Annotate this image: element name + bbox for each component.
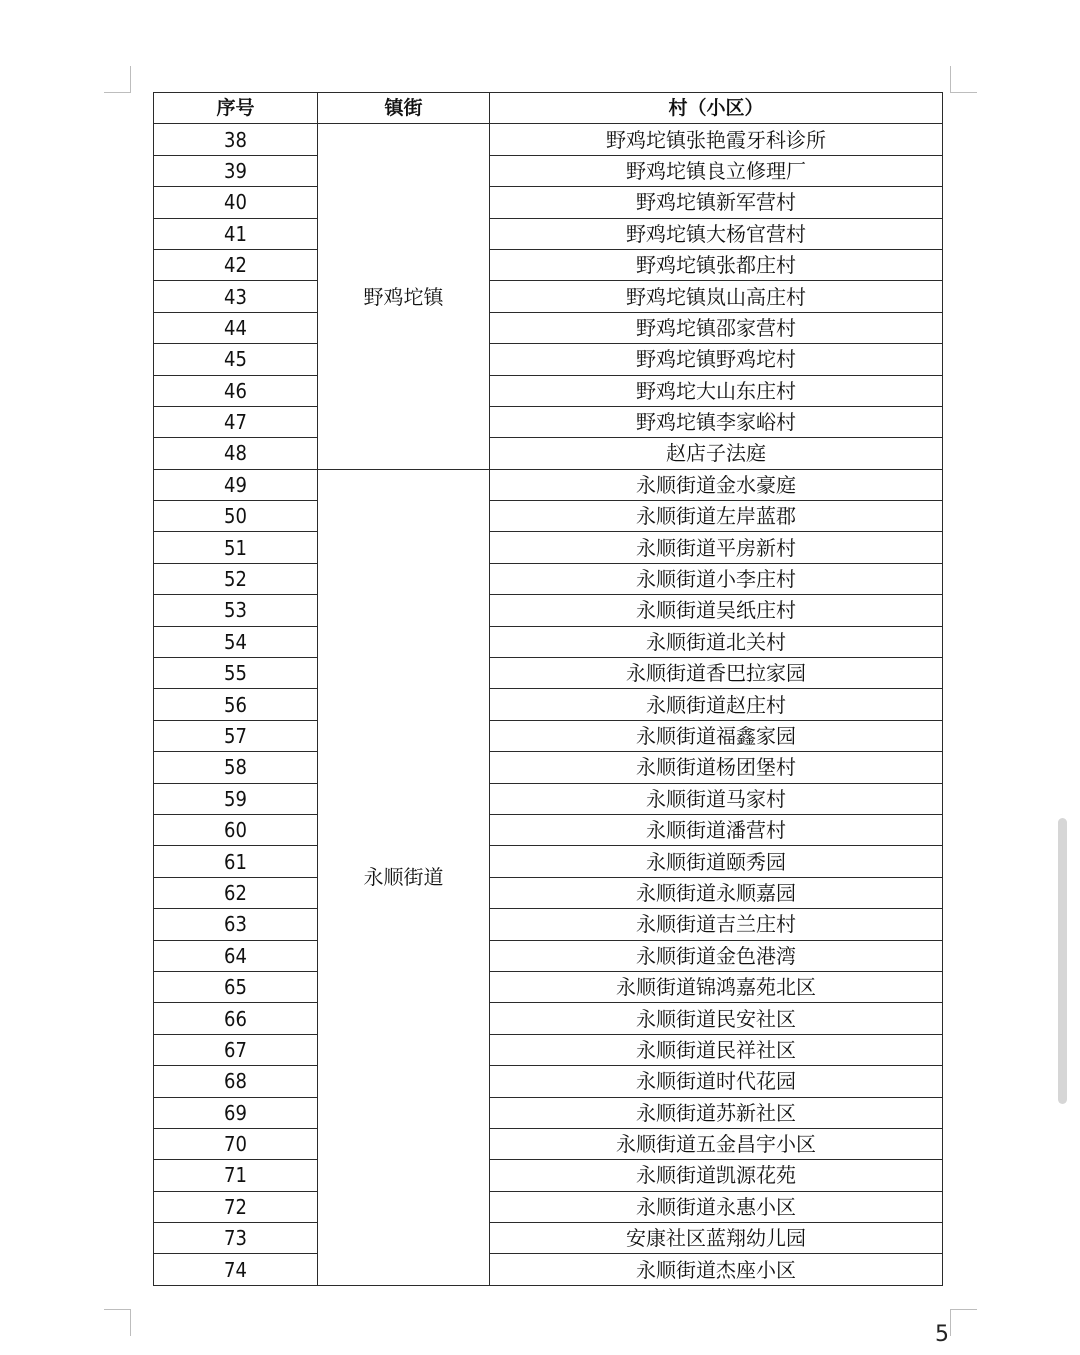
row-index-cell: 67	[154, 1034, 318, 1065]
scrollbar[interactable]	[1058, 818, 1067, 1104]
table-row	[154, 1097, 943, 1128]
row-index-cell: 40	[154, 187, 318, 218]
village-name-cell: 永顺街道马家村	[490, 783, 943, 814]
row-index-cell: 74	[154, 1254, 318, 1285]
page-number: 5	[935, 1322, 949, 1347]
village-name-cell: 永顺街道吉兰庄村	[490, 909, 943, 940]
row-index-cell: 47	[154, 406, 318, 437]
row-index-cell: 52	[154, 563, 318, 594]
village-name-cell: 永顺街道福鑫家园	[490, 720, 943, 751]
table-row	[154, 658, 943, 689]
table-row	[154, 814, 943, 845]
village-name-cell: 野鸡坨镇张艳霞牙科诊所	[490, 124, 943, 155]
table-row	[154, 877, 943, 908]
row-index-cell: 39	[154, 155, 318, 186]
village-name-cell: 永顺街道金色港湾	[490, 940, 943, 971]
village-name-cell: 野鸡坨镇岚山高庄村	[490, 281, 943, 312]
village-name-cell: 永顺街道平房新村	[490, 532, 943, 563]
village-name-cell: 永顺街道北关村	[490, 626, 943, 657]
village-name-cell: 野鸡坨镇邵家营村	[490, 312, 943, 343]
table-row	[154, 406, 943, 437]
table-row	[154, 375, 943, 406]
row-index-cell: 48	[154, 438, 318, 469]
table-row	[154, 281, 943, 312]
row-index-cell: 51	[154, 532, 318, 563]
village-name-cell: 野鸡坨镇野鸡坨村	[490, 344, 943, 375]
table-row	[154, 1223, 943, 1254]
row-index-cell: 73	[154, 1223, 318, 1254]
crop-mark-top-left	[104, 66, 131, 93]
row-index-cell: 59	[154, 783, 318, 814]
table-row	[154, 124, 943, 155]
row-index-cell: 41	[154, 218, 318, 249]
row-index-cell: 55	[154, 658, 318, 689]
table-row	[154, 1066, 943, 1097]
table-row	[154, 218, 943, 249]
village-name-cell: 野鸡坨镇大杨官营村	[490, 218, 943, 249]
table-header-row	[154, 93, 943, 124]
village-name-cell: 永顺街道永顺嘉园	[490, 877, 943, 908]
table-row	[154, 689, 943, 720]
table-row	[154, 312, 943, 343]
town-cell: 永顺街道	[318, 469, 490, 1285]
row-index-cell: 66	[154, 1003, 318, 1034]
village-name-cell: 永顺街道五金昌宇小区	[490, 1128, 943, 1159]
village-name-cell: 永顺街道杨团堡村	[490, 752, 943, 783]
table-row	[154, 783, 943, 814]
village-name-cell: 永顺街道吴纸庄村	[490, 595, 943, 626]
village-name-cell: 赵店子法庭	[490, 438, 943, 469]
table-row	[154, 249, 943, 280]
table-row	[154, 1254, 943, 1285]
table-row	[154, 846, 943, 877]
village-name-cell: 永顺街道杰座小区	[490, 1254, 943, 1285]
row-index-cell: 44	[154, 312, 318, 343]
row-index-cell: 63	[154, 909, 318, 940]
table-container	[153, 92, 942, 1286]
table-row	[154, 595, 943, 626]
table-row	[154, 155, 943, 186]
village-name-cell: 永顺街道潘营村	[490, 814, 943, 845]
row-index-cell: 50	[154, 501, 318, 532]
village-name-cell: 野鸡坨大山东庄村	[490, 375, 943, 406]
village-name-cell: 永顺街道凯源花苑	[490, 1160, 943, 1191]
row-index-cell: 65	[154, 971, 318, 1002]
village-name-cell: 永顺街道苏新社区	[490, 1097, 943, 1128]
table-row	[154, 1160, 943, 1191]
crop-mark-bottom-right	[950, 1309, 977, 1336]
table-row	[154, 532, 943, 563]
village-name-cell: 野鸡坨镇良立修理厂	[490, 155, 943, 186]
row-index-cell: 62	[154, 877, 318, 908]
table-row	[154, 1034, 943, 1065]
row-index-cell: 49	[154, 469, 318, 500]
table-row	[154, 720, 943, 751]
table-row	[154, 1191, 943, 1222]
table-row	[154, 971, 943, 1002]
village-name-cell: 永顺街道小李庄村	[490, 563, 943, 594]
row-index-cell: 61	[154, 846, 318, 877]
row-index-cell: 68	[154, 1066, 318, 1097]
village-name-cell: 永顺街道民安社区	[490, 1003, 943, 1034]
village-list-table	[153, 92, 943, 1286]
village-name-cell: 永顺街道颐秀园	[490, 846, 943, 877]
row-index-cell: 70	[154, 1128, 318, 1159]
village-name-cell: 永顺街道民祥社区	[490, 1034, 943, 1065]
row-index-cell: 57	[154, 720, 318, 751]
row-index-cell: 53	[154, 595, 318, 626]
village-name-cell: 永顺街道左岸蓝郡	[490, 501, 943, 532]
table-row	[154, 626, 943, 657]
table-body	[154, 124, 943, 1285]
crop-mark-bottom-left	[104, 1309, 131, 1336]
village-name-cell: 永顺街道赵庄村	[490, 689, 943, 720]
header-town: 镇街	[318, 93, 490, 124]
table-row	[154, 752, 943, 783]
row-index-cell: 58	[154, 752, 318, 783]
header-index: 序号	[154, 93, 318, 124]
row-index-cell: 69	[154, 1097, 318, 1128]
row-index-cell: 71	[154, 1160, 318, 1191]
row-index-cell: 42	[154, 249, 318, 280]
village-name-cell: 野鸡坨镇新军营村	[490, 187, 943, 218]
village-name-cell: 永顺街道锦鸿嘉苑北区	[490, 971, 943, 1002]
row-index-cell: 38	[154, 124, 318, 155]
table-row	[154, 1003, 943, 1034]
table-row	[154, 469, 943, 500]
row-index-cell: 43	[154, 281, 318, 312]
row-index-cell: 54	[154, 626, 318, 657]
table-row	[154, 563, 943, 594]
table-row	[154, 187, 943, 218]
village-name-cell: 安康社区蓝翔幼儿园	[490, 1223, 943, 1254]
table-row	[154, 344, 943, 375]
table-row	[154, 940, 943, 971]
table-row	[154, 501, 943, 532]
village-name-cell: 野鸡坨镇李家峪村	[490, 406, 943, 437]
village-name-cell: 永顺街道时代花园	[490, 1066, 943, 1097]
row-index-cell: 60	[154, 814, 318, 845]
row-index-cell: 64	[154, 940, 318, 971]
table-row	[154, 909, 943, 940]
village-name-cell: 野鸡坨镇张都庄村	[490, 249, 943, 280]
crop-mark-top-right	[950, 66, 977, 93]
town-cell: 野鸡坨镇	[318, 124, 490, 469]
village-name-cell: 永顺街道香巴拉家园	[490, 658, 943, 689]
row-index-cell: 56	[154, 689, 318, 720]
village-name-cell: 永顺街道永惠小区	[490, 1191, 943, 1222]
header-village: 村（小区）	[490, 93, 943, 124]
row-index-cell: 46	[154, 375, 318, 406]
village-name-cell: 永顺街道金水豪庭	[490, 469, 943, 500]
table-row	[154, 1128, 943, 1159]
row-index-cell: 72	[154, 1191, 318, 1222]
table-row	[154, 438, 943, 469]
row-index-cell: 45	[154, 344, 318, 375]
